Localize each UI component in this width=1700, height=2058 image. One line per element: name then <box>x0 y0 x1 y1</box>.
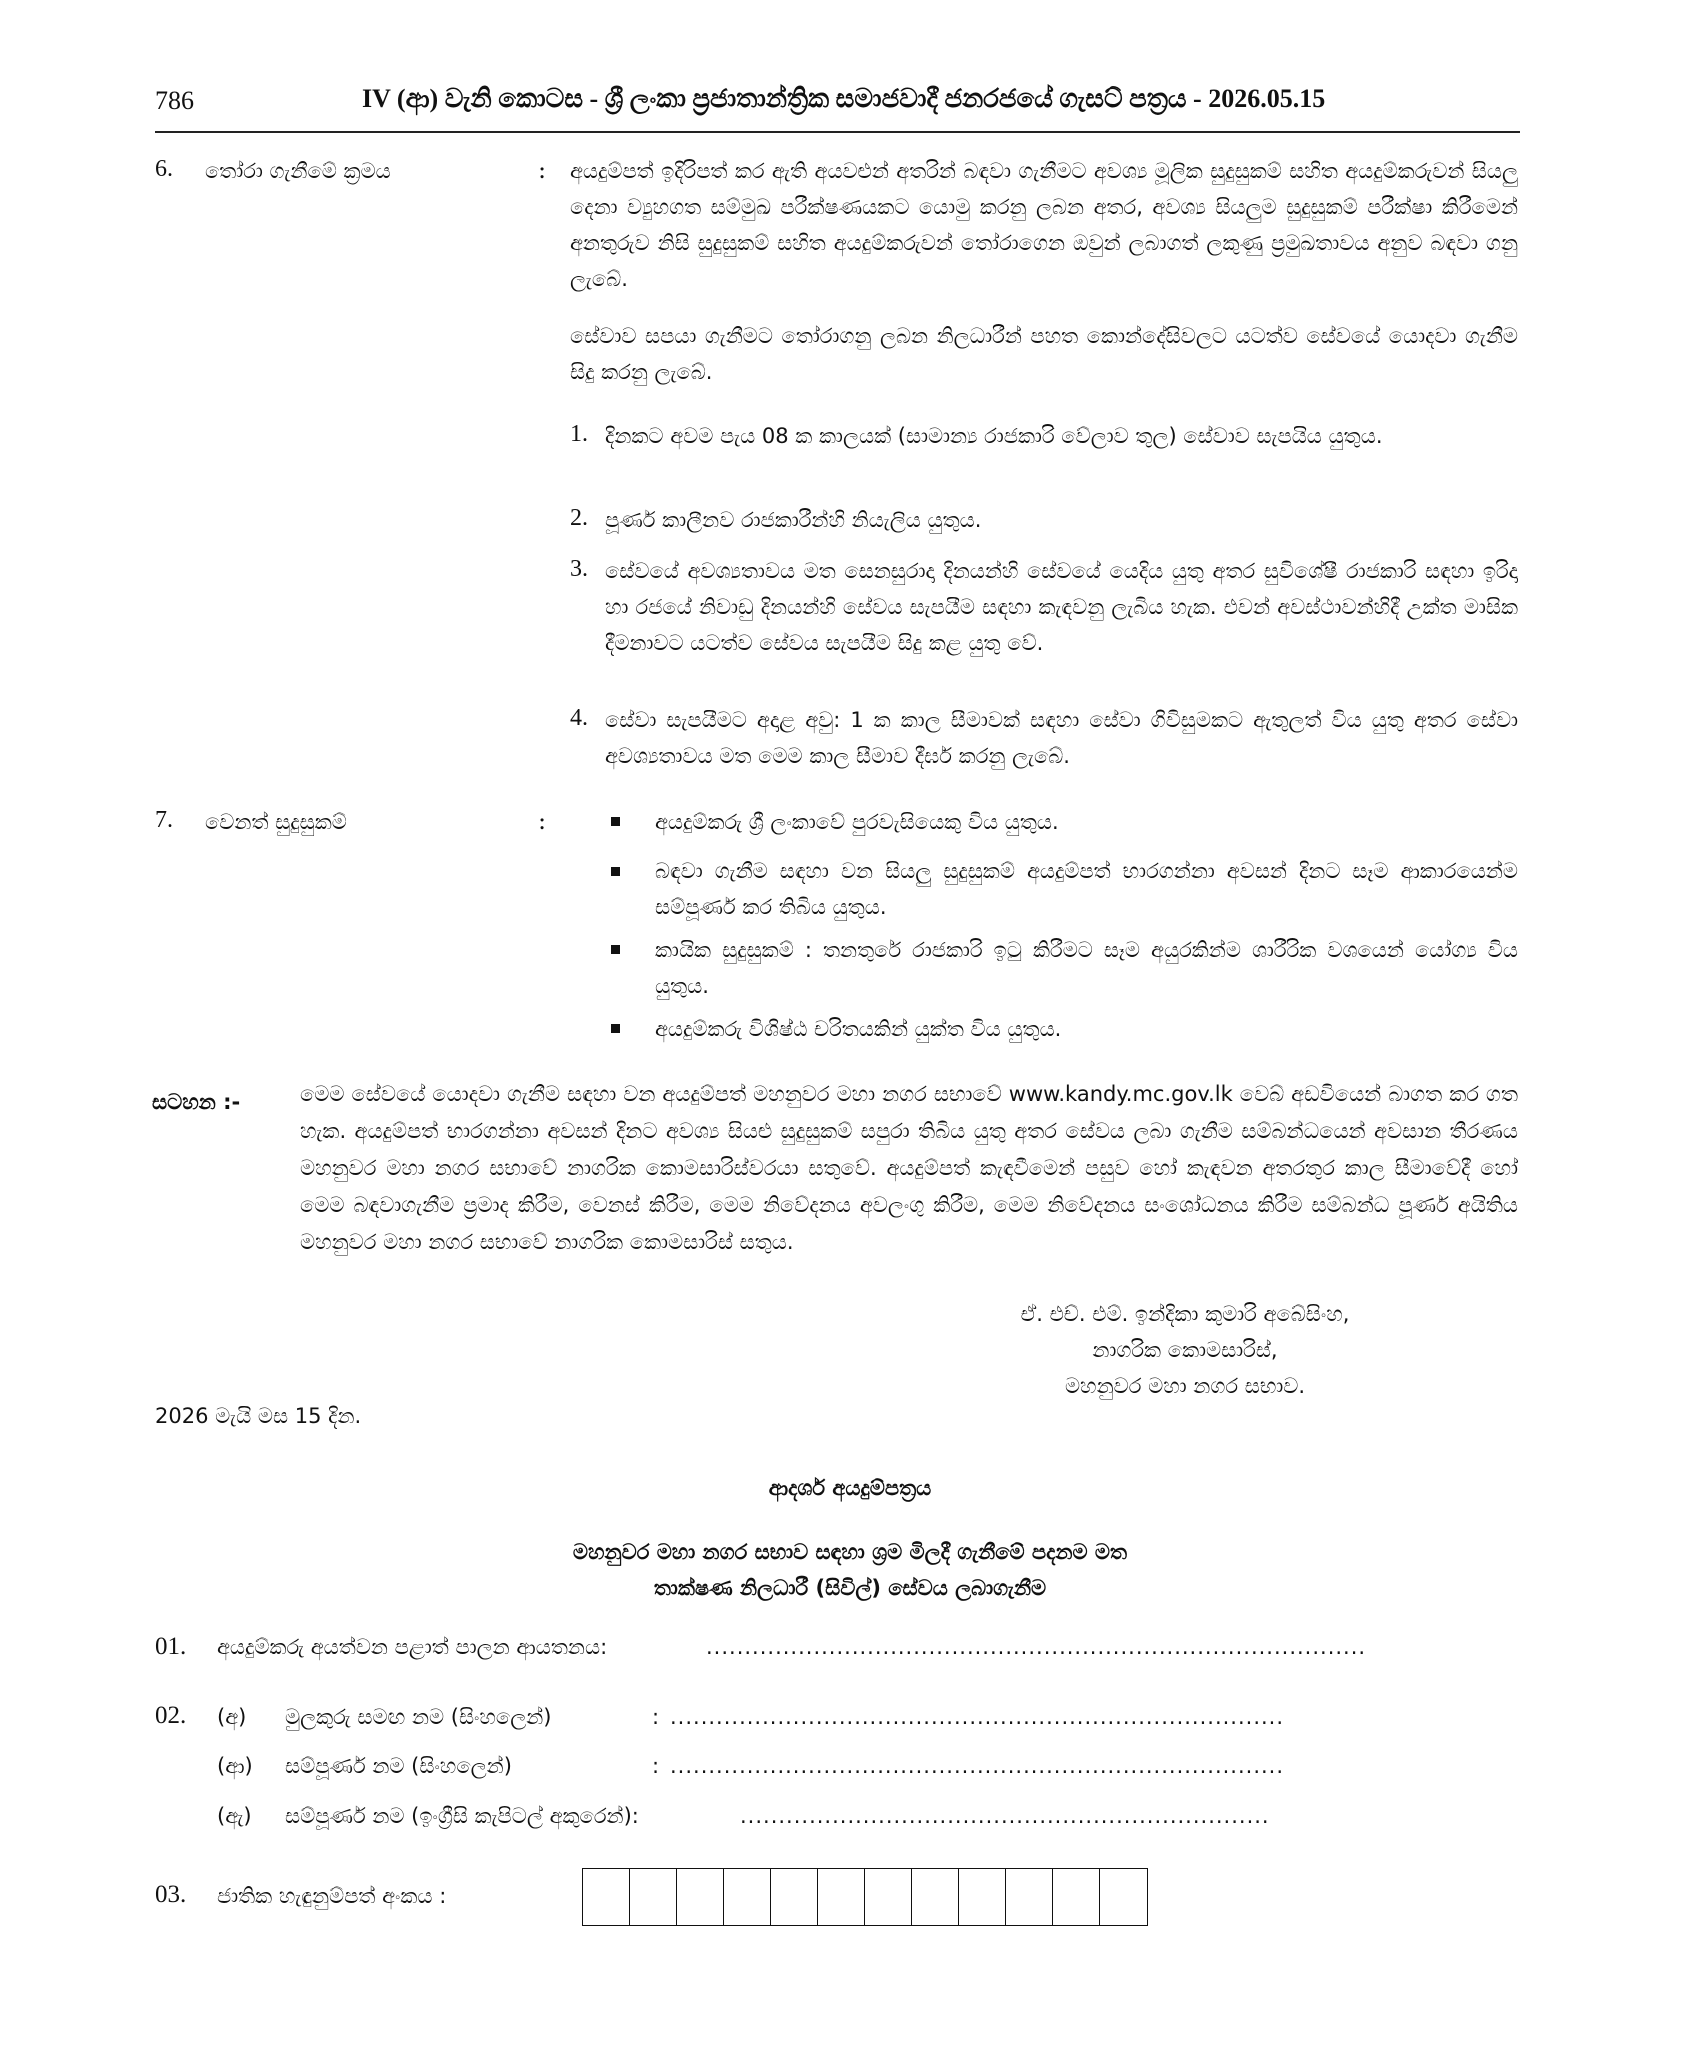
nic-number-boxes[interactable] <box>582 1868 1148 1926</box>
qualification-1: අයදුම්කරු ශ්‍රී ලංකාවේ පුරවැසියෙකු විය යුතුය. <box>655 810 1059 834</box>
bullet-marker <box>611 817 620 826</box>
question-2b-fill-line[interactable]: ................................................................................ <box>670 1754 1285 1778</box>
condition-3-text: සේවයේ අවශ්‍යතාවය මත සෙනසුරාදා දිනයන්හි සේවයේ යෙදිය යුතු අතර සුවිශේෂී රාජකාරි සඳහා ඉරිදා හා රජයේ නිවාඩු දිනයන්හි සේවය සැපයීම සඳහා කැඳවනු ලැබිය හැක. එවන් අවස්ථාවන්හිදී උක්ත මාසික දීමනාවට යටත්ව සේවය සැපයීම සිදු කළ යුතු වේ. <box>605 559 1518 655</box>
nic-digit-box[interactable] <box>677 1869 724 1925</box>
nic-digit-box[interactable] <box>771 1869 818 1925</box>
section-6-paragraph-2: සේවාව සපයා ගැනීමට තෝරාගනු ලබන නිලධාරීන් පහත කොන්දේසිවලට යටත්ව සේවයේ යොදවා ගැනීම සිදු කරනු ලැබේ. <box>570 324 1518 384</box>
question-2b-colon: : <box>652 1754 660 1778</box>
nic-digit-box[interactable] <box>583 1869 630 1925</box>
signatory-designation: නාගරික කොමසාරිස්, <box>1092 1338 1278 1362</box>
question-3-label: ජාතික හැඳුනුම්පත් අංකය : <box>217 1884 447 1908</box>
condition-4-number: 4. <box>570 705 588 731</box>
question-3-number: 03. <box>155 1881 187 1908</box>
condition-1-text: දිනකට අවම පැය 08 ක කාලයක් (සාමාන්‍ය රාජකාරි වේලාව තුල) සේවාව සැපයිය යුතුය. <box>605 424 1383 448</box>
condition-3-number: 3. <box>570 556 588 582</box>
question-1-number: 01. <box>155 1633 187 1660</box>
question-2a-colon: : <box>652 1705 660 1729</box>
condition-2-text: පූර්ණ කාලීනව රාජකාරීන්හි නියැලිය යුතුය. <box>605 508 982 532</box>
question-2-number: 02. <box>155 1702 187 1729</box>
form-subtitle-line-1: මහනුවර මහා නගර සභාව සඳහා ශ්‍රම මිලදී ගැනීමේ පදනම මත <box>572 1540 1128 1564</box>
bullet-marker <box>611 867 620 876</box>
section-7-colon: : <box>538 807 547 835</box>
nic-digit-box[interactable] <box>724 1869 771 1925</box>
bullet-marker <box>611 1024 620 1033</box>
nic-digit-box[interactable] <box>1100 1869 1147 1925</box>
nic-digit-box[interactable] <box>1053 1869 1100 1925</box>
header-divider <box>155 131 1520 133</box>
question-1-label: අයදුම්කරු අයත්වන පළාත් පාලන ආයතනය: <box>217 1635 608 1659</box>
note-label: සටහන :- <box>152 1090 241 1114</box>
question-2c-label: සම්පූර්ණ නම (ඉංග්‍රීසි කැපිටල් අකුරෙන්): <box>285 1804 639 1828</box>
page-number: 786 <box>155 86 194 115</box>
condition-1-number: 1. <box>570 421 588 447</box>
question-2c-letter: (ඇ) <box>217 1804 252 1828</box>
signature-block <box>900 1296 1470 1404</box>
question-2b-letter: (ආ) <box>217 1754 253 1778</box>
qualification-2: බඳවා ගැනීම සඳහා වන සියලු සුදුසුකම් අයදුම්පත් භාරගන්නා අවසන් දිනට සෑම ආකාරයෙන්ම සම්පූර්ණ කර තිබිය යුතුය. <box>655 859 1518 919</box>
nic-digit-box[interactable] <box>818 1869 865 1925</box>
signatory-office: මහනුවර මහා නගර සභාව. <box>1064 1374 1306 1398</box>
section-6-paragraph-1: අයදුම්පත් ඉදිරිපත් කර ඇති අයවළුන් අතරින් බඳවා ගැනීමට අවශ්‍ය මූලික සුදුසුකම් සහිත අයදුම්කරුවන් සියලු දෙනා ව්‍යුහගත සම්මුඛ පරීක්ෂණයකට යොමු කරනු ලබන අතර, අවශ්‍ය සියලුම සුදුසුකම් පරීක්ෂා කිරීමෙන් අනතුරුව නිසි සුදුසුකම් සහිත අයදුම්කරුවන් තෝරාගෙන ඔවුන් ලබාගත් ලකුණු ප්‍රමුඛතාවය අනුව බඳවා ගනු ලැබේ. <box>570 159 1518 291</box>
gazette-header-title: IV (ආ) වැනි කොටස - ශ්‍රී ලංකා ප්‍රජාතාන්ත්‍රික සමාජවාදී ජනරජයේ ගැසට් පත්‍රය - 2026.05.15 <box>362 84 1326 113</box>
qualification-3: කායික සුදුසුකම් : තනතුරේ රාජකාරි ඉටු කිරීමට සෑම අයුරකින්ම ශාරීරික වශයෙන් යෝග්‍ය විය යුතුය. <box>655 938 1518 998</box>
note-text: මෙම සේවයේ යොදවා ගැනීම සඳහා වන අයදුම්පත් මහනුවර මහා නගර සභාවේ www.kandy.mc.gov.lk වෙබ් අඩවියෙන් බාගත කර ගත හැක. අයදුම්පත් භාරගන්නා අවසන් දිනට අවශ්‍ය සියළු සුදුසුකම් සපුරා තිබිය යුතු අතර සේවය ලබා ගැනීම සම්බන්ධයෙන් අවසාන තීරණය මහනුවර මහා නගර සභාවේ නාගරික කොමසාරිස්වරයා සතුවේ. අයදුම්පත් කැඳවීමෙන් පසුව හෝ කැඳවන අතරතුර කාල සීමාවේදී හෝ මෙම බඳවාගැනීම ප්‍රමාද කිරීම, වෙනස් කිරීම, මෙම නිවේදනය අවලංගු කිරීම, මෙම නිවේදනය සංශෝධනය කිරීම සම්බන්ධ පූර්ණ අයිතිය මහනුවර මහා නගර සභාවේ නාගරික කොමසාරිස් සතුය. <box>300 1082 1518 1254</box>
nic-digit-box[interactable] <box>912 1869 959 1925</box>
question-2a-letter: (අ) <box>217 1705 247 1729</box>
nic-digit-box[interactable] <box>1006 1869 1053 1925</box>
nic-digit-box[interactable] <box>865 1869 912 1925</box>
form-subtitle <box>0 1534 1700 1606</box>
section-7-number: 7. <box>155 807 173 833</box>
condition-4-text: සේවා සැපයීමට අදාළ අවු: 1 ක කාල සීමාවක් සඳහා සේවා ගිවිසුමකට ඇතුලත් විය යුතු අතර සේවා අවශ්‍යතාවය මත මෙම කාල සීමාව දීර්ඝ කරනු ලැබේ. <box>605 708 1518 768</box>
nic-digit-box[interactable] <box>630 1869 677 1925</box>
question-2a-fill-line[interactable]: ................................................................................ <box>670 1705 1285 1729</box>
qualification-4: අයදුම්කරු විශිෂ්ඨ චරිතයකින් යුක්ත විය යුතුය. <box>655 1017 1062 1041</box>
question-2c-fill-line[interactable]: ..................................................................... <box>740 1804 1270 1828</box>
condition-2-number: 2. <box>570 505 588 531</box>
form-title: ආදර්ශ අයදුම්පත්‍රය <box>768 1476 932 1500</box>
form-subtitle-line-2: තාක්ෂණ නිලධාරී (සිවිල්) සේවය ලබාගැනීම <box>653 1576 1047 1600</box>
section-6-number: 6. <box>155 156 173 182</box>
question-2a-label: මුලකුරු සමඟ නම (සිංහලෙන්) <box>285 1705 552 1729</box>
question-2b-label: සම්පූර්ණ නම (සිංහලෙන්) <box>285 1754 512 1778</box>
section-6-title: තෝරා ගැනීමේ ක්‍රමය <box>205 159 391 183</box>
signatory-name: ඒ. එච්. එම්. ඉන්දිකා කුමාරි අබේසිංහ, <box>1020 1302 1350 1326</box>
nic-digit-box[interactable] <box>959 1869 1006 1925</box>
bullet-marker <box>611 945 620 954</box>
section-6-colon: : <box>538 156 547 184</box>
question-1-fill-line[interactable]: ...................................................................................... <box>706 1635 1367 1659</box>
section-7-title: වෙනත් සුදුසුකම් <box>205 810 347 834</box>
date-line: 2026 මැයි මස 15 දින. <box>155 1404 362 1428</box>
